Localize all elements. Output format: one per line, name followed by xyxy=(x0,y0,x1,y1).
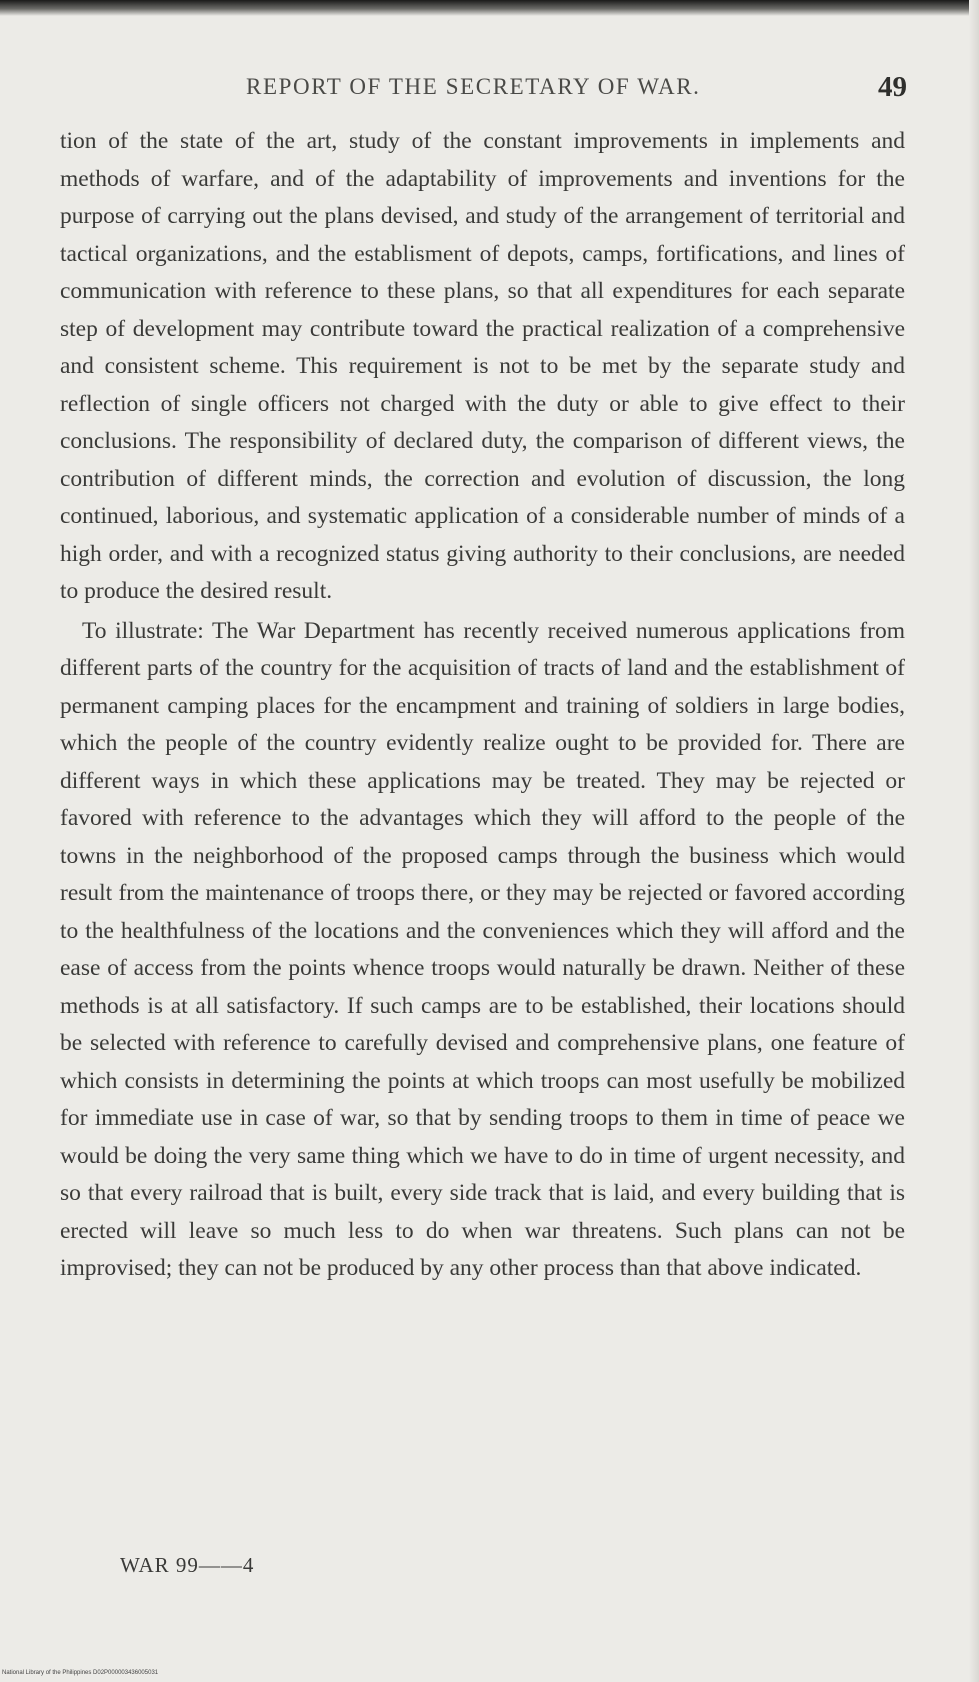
scan-right-edge xyxy=(969,0,979,1682)
library-stamp: National Library of the Philippines D02P000003436005031 xyxy=(2,1670,159,1676)
running-head xyxy=(0,71,979,114)
running-title: REPORT OF THE SECRETARY OF WAR. xyxy=(246,74,701,99)
body-text xyxy=(60,123,905,1288)
signature-mark: WAR 99——4 xyxy=(120,1553,255,1577)
paragraph-1: tion of the state of the art, study of the constant improvements in implements and methods of warfare, and of the adaptability of improvements and inventions for the purpose of carrying out the plans devised, and study of the arrangement of territorial and tactical organizations, and the establisment of depots, camps, fortifications, and lines of communication with reference to these plans, so that all expenditures for each separate step of development may contribute toward the practical realization of a comprehensive and consistent scheme. This requirement is not to be met by the separate study and reflection of single officers not charged with the duty or able to give effect to their conclusions. The responsibility of declared duty, the comparison of different views, the contribution of different minds, the correction and evolution of discussion, the long continued, laborious, and systematic application of a considerable number of minds of a high order, and with a recognized status giving authority to their conclusions, are needed to produce the desired result. xyxy=(60,128,905,604)
scan-top-edge xyxy=(0,0,979,16)
page-number: 49 xyxy=(878,71,907,103)
paragraph-2: To illustrate: The War Department has recently received numerous applications from different parts of the country for the acquisition of tracts of land and the establishment of permanent camping places for the encampment and training of soldiers in large bodies, which the people of the country evidently realize ought to be provided for. There are different ways in which these applications may be treated. They may be rejected or favored with reference to the advantages which they will afford to the people of the towns in the neighborhood of the proposed camps through the business which would result from the maintenance of troops there, or they may be rejected or favored according to the healthfulness of the locations and the conveniences which they will afford and the ease of access from the points whence troops would naturally be drawn. Neither of these methods is at all satisfactory. If such camps are to be established, their locations should be selected with reference to carefully devised and comprehensive plans, one feature of which consists in determining the points at which troops can most usefully be mobilized for immediate use in case of war, so that by sending troops to them in time of peace we would be doing the very same thing which we have to do in time of urgent necessity, and so that every railroad that is built, every side track that is laid, and every building that is erected will leave so much less to do when war threatens. Such plans can not be improvised; they can not be produced by any other process than that above indicated. xyxy=(60,617,905,1281)
